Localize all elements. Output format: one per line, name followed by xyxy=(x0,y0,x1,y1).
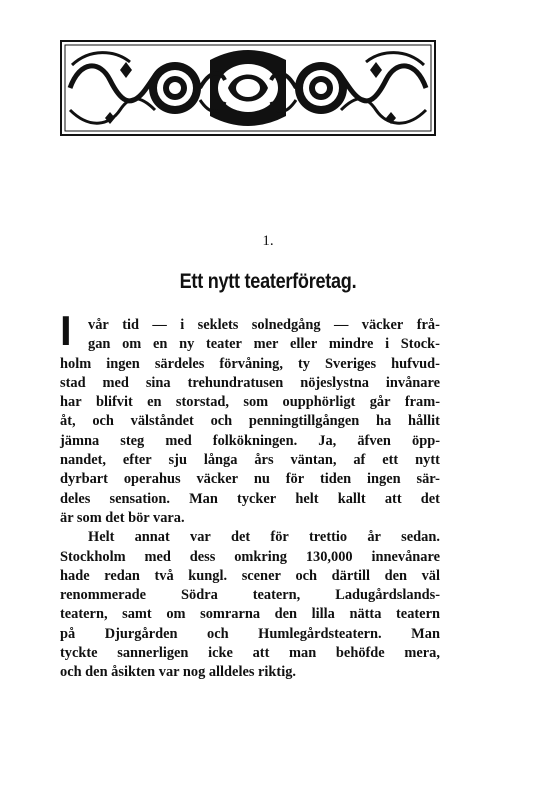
text-line: Stockholm med dess omkring 130,000 innevånare xyxy=(60,548,440,565)
text-line: deles sensation. Man tycker helt kallt att det xyxy=(60,490,440,507)
chapter-number: 1. xyxy=(262,233,274,249)
text-line: åt, och välståndet och penningtillgången ha hållit xyxy=(60,413,440,430)
text-line: tyckte sannerligen icke att man behöfde mera, xyxy=(60,645,440,662)
text-line: Helt annat var det för trettio år sedan. xyxy=(88,529,440,546)
text-line: nandet, efter sju långa års väntan, af ett nytt xyxy=(60,452,440,469)
body-text xyxy=(60,307,440,683)
text-line: dyrbart operahus väcker nu för tiden ingen sär- xyxy=(60,471,440,488)
drop-cap: I xyxy=(60,307,72,354)
chapter-title: Ett nytt teaterföretag. xyxy=(179,270,357,293)
text-line: stad med sina trehundratusen nöjeslystna invånare xyxy=(60,374,440,391)
text-line: gan om en ny teater mer eller mindre i Stock- xyxy=(88,336,440,353)
text-line: renommerade Södra teatern, Ladugårdslands- xyxy=(60,587,440,604)
paragraph-1 xyxy=(60,316,440,528)
text-line: jämna steg med folkökningen. Ja, äfven öpp- xyxy=(60,432,440,449)
text-line: har blifvit en storstad, som oupphörligt går fram- xyxy=(60,394,440,411)
text-line: holm ingen särdeles förvåning, ty Sveriges hufvud- xyxy=(60,355,440,372)
text-line: och den åsikten var nog alldeles riktig. xyxy=(60,664,296,681)
text-line: hade redan två kungl. scener och därtill den väl xyxy=(60,567,440,584)
text-line: på Djurgården och Humlegårdsteatern. Man xyxy=(60,625,440,642)
ornamental-headpiece-icon xyxy=(60,40,436,136)
text-line: teatern, samt om somrarna den lilla nätta teatern xyxy=(60,606,440,623)
text-line: vår tid — i seklets solnedgång — väcker frå- xyxy=(88,317,440,333)
text-line: är som det bör vara. xyxy=(60,509,185,526)
paragraph-2 xyxy=(60,528,440,682)
